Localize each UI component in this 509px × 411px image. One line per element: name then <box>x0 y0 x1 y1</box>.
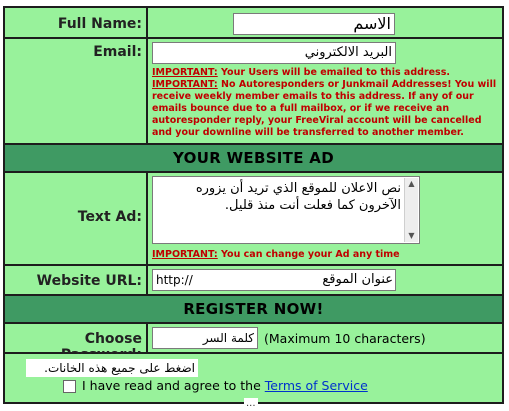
website-url-value: http:// <box>156 273 193 287</box>
terms-checkbox[interactable] <box>63 380 76 393</box>
password-hint: (Maximum 10 characters) <box>264 331 426 346</box>
full-name-input[interactable]: الاسم <box>233 13 395 35</box>
password-input-cell <box>148 324 502 352</box>
password-label-cell <box>5 324 146 352</box>
full-name-input-cell <box>148 8 502 37</box>
more-indicator: ... <box>246 398 256 409</box>
register-section-header: REGISTER NOW! <box>5 296 502 322</box>
email-label: Email: <box>93 44 142 60</box>
text-ad-input-cell <box>148 173 502 264</box>
website-url-label-cell <box>5 266 146 294</box>
website-url-label: Website URL: <box>36 273 142 289</box>
text-ad-label: Text Ad: <box>77 209 142 225</box>
registration-form <box>3 6 504 404</box>
text-ad-textarea[interactable] <box>152 176 420 244</box>
email-label-cell <box>5 39 146 143</box>
text-ad-note: IMPORTANT: You can change your Ad any time <box>152 249 400 260</box>
website-url-input-cell <box>148 266 502 294</box>
full-name-label-cell <box>5 8 146 37</box>
email-input-cell <box>148 39 502 143</box>
textarea-scrollbar[interactable] <box>404 178 418 242</box>
ad-section-header: YOUR WEBSITE AD <box>5 145 502 171</box>
scroll-up-icon[interactable]: ▲ <box>408 179 415 188</box>
scroll-down-icon[interactable]: ▼ <box>408 231 415 240</box>
password-input[interactable]: كلمة السر <box>152 327 258 349</box>
email-input[interactable]: البريد الالكتروني <box>152 42 396 64</box>
email-note-1: IMPORTANT: Your Users will be emailed to this address. <box>152 67 450 78</box>
text-ad-label-cell <box>5 173 146 264</box>
website-url-input[interactable] <box>152 269 396 291</box>
password-label: Choose <box>84 331 142 347</box>
full-name-label: Full Name: <box>57 16 142 32</box>
terms-of-service-link[interactable]: Terms of Service <box>264 378 368 393</box>
instruction-text: اضغط على جميع هذه الخانات. <box>26 359 198 377</box>
website-url-overlay: عنوان الموقع <box>322 272 393 287</box>
email-note-2: IMPORTANT: No Autoresponders or Junkmail Addresses! You will receive weekly member emails to this address. If any of our emails bounce due to a full mailbox, or if we receive an autoresponder reply, your FreeViral account will be cancelled and your downline will be transferred to another member. <box>152 79 497 138</box>
terms-text: I have read and agree to the Terms of Service <box>82 378 368 393</box>
text-ad-value: نص الاعلان للموقع الذي تريد أن يزوره الآخرون كما فعلت أنت منذ قليل. <box>195 181 401 213</box>
terms-cell <box>5 354 502 402</box>
